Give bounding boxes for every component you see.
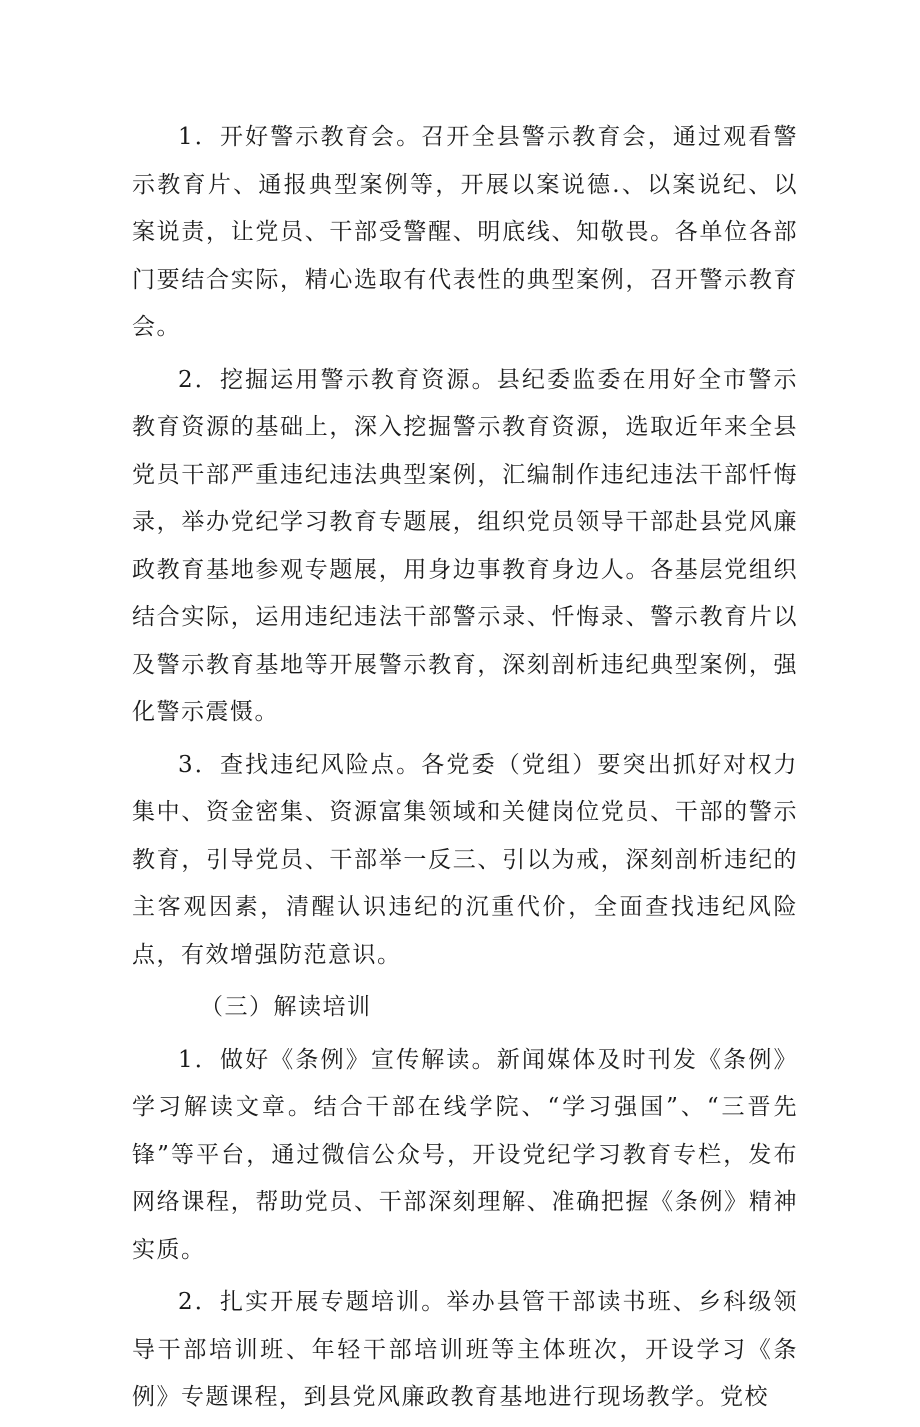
paragraph-warning-meeting: 1．开好警示教育会。召开全县警示教育会，通过观看警示教育片、通报典型案例等，开展以案说德.、以案说纪、以案说责，让党员、干部受警醒、明底线、知敬畏。各单位各部门要结合实际，精心选取有代表性的典型案例，召开警示教育会。 bbox=[132, 124, 798, 340]
paragraph-publicity: 1．做好《条例》宣传解读。新闻媒体及时刊发《条例》学习解读文章。结合干部在线学院、“学习强国”、“三晋先锋”等平台，通过微信公众号，开设党纪学习教育专栏，发布网络课程，帮助党员、干部深刻理解、准确把握《条例》精神实质。 bbox=[132, 1046, 798, 1263]
section-heading-training: （三）解读培训 bbox=[200, 994, 372, 1020]
paragraph-warning-resources: 2．挖掘运用警示教育资源。县纪委监委在用好全市警示教育资源的基础上，深入挖掘警示教育资源，选取近年来全县党员干部严重违纪违法典型案例，汇编制作违纪违法干部忏悔录，举办党纪学习教育专题展，组织党员领导干部赴县党风廉政教育基地参观专题展，用身边事教育身边人。各基层党组织结合实际，运用违纪违法干部警示录、忏悔录、警示教育片以及警示教育基地等开展警示教育，深刻剖析违纪典型案例，强化警示震慑。 bbox=[132, 366, 798, 725]
paragraph-risk-points: 3．查找违纪风险点。各党委（党组）要突出抓好对权力集中、资金密集、资源富集领域和关健岗位党员、干部的警示教育，引导党员、干部举一反三、引以为戒，深刻剖析违纪的主客观因素，清醒认识违纪的沉重代价，全面查找违纪风险点，有效增强防范意识。 bbox=[132, 751, 798, 968]
paragraph-special-training: 2．扎实开展专题培训。举办县管干部读书班、乡科级领导干部培训班、年轻干部培训班等主体班次，开设学习《条例》专题课程，到县党风廉政教育基地进行现场教学。党校 bbox=[132, 1289, 798, 1410]
document-body bbox=[132, 114, 798, 1427]
